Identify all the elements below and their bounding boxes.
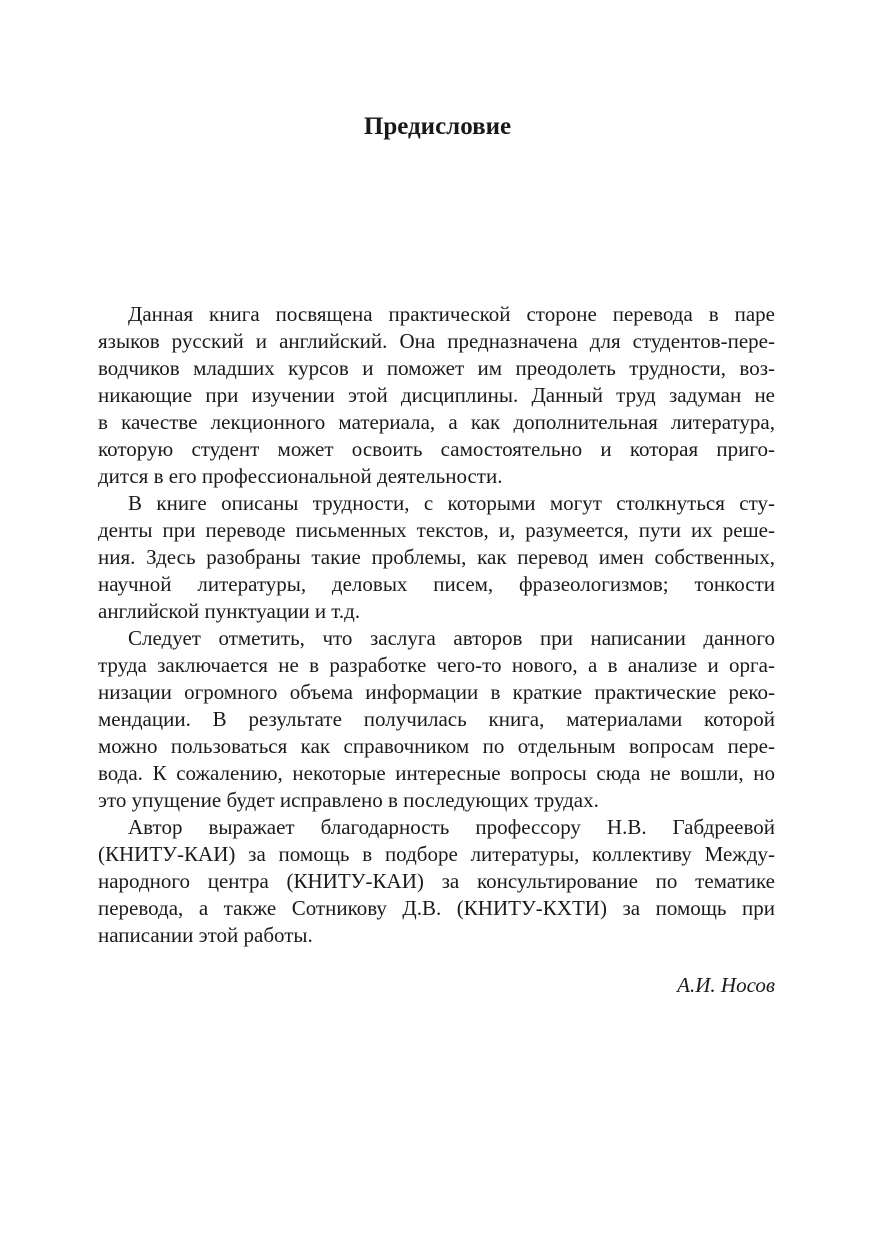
text-line: народного центра (КНИТУ-КАИ) за консультирование по тематике [98,869,775,893]
text-line: ния. Здесь разобраны такие проблемы, как перевод имен собственных, [98,545,775,569]
text-line: Данная книга посвящена практической стороне перевода в паре [128,302,775,326]
text-line: низации огромного объема информации в краткие практические реко- [98,680,775,704]
text-line: перевода, а также Сотникову Д.В. (КНИТУ-КХТИ) за помощь при [98,896,775,920]
text-line: английской пунктуации и т.д. [98,599,361,623]
text-line: мендации. В результате получилась книга, материалами которой [98,707,775,731]
text-line: написании этой работы. [98,923,313,947]
text-line: можно пользоваться как справочником по отдельным вопросам пере- [98,734,775,758]
page-title: Предисловие [363,113,512,140]
text-line: языков русский и английский. Она предназначена для студентов-пере- [98,329,775,353]
paragraph-1 [98,301,775,490]
text-line: научной литературы, деловых писем, фразеологизмов; тонкости [98,572,775,596]
text-line: это упущение будет исправлено в последующих трудах. [98,788,599,812]
text-line: труда заключается не в разработке чего-то нового, а в анализе и орга- [98,653,775,677]
text-line: вода. К сожалению, некоторые интересные вопросы сюда не вошли, но [98,761,775,785]
text-line: Следует отметить, что заслуга авторов при написании данного [128,626,775,650]
text-line: в качестве лекционного материала, а как дополнительная литература, [98,410,775,434]
text-line: Автор выражает благодарность профессору Н.В. Габдреевой [128,815,775,839]
paragraph-4 [98,814,775,949]
text-line: водчиков младших курсов и поможет им преодолеть трудности, воз- [98,356,775,380]
text-line: (КНИТУ-КАИ) за помощь в подборе литературы, коллективу Между- [98,842,775,866]
paragraph-2 [98,490,775,625]
author-signature: А.И. Носов [677,973,775,997]
text-line: никающие при изучении этой дисциплины. Данный труд задуман не [98,383,775,407]
paragraph-3 [98,625,775,814]
text-line: денты при переводе письменных текстов, и, разумеется, пути их реше- [98,518,775,542]
text-line: дится в его профессиональной деятельности. [98,464,503,488]
text-line: которую студент может освоить самостоятельно и которая приго- [98,437,775,461]
text-line: В книге описаны трудности, с которыми могут столкнуться сту- [128,491,775,515]
preface-body [98,301,775,949]
